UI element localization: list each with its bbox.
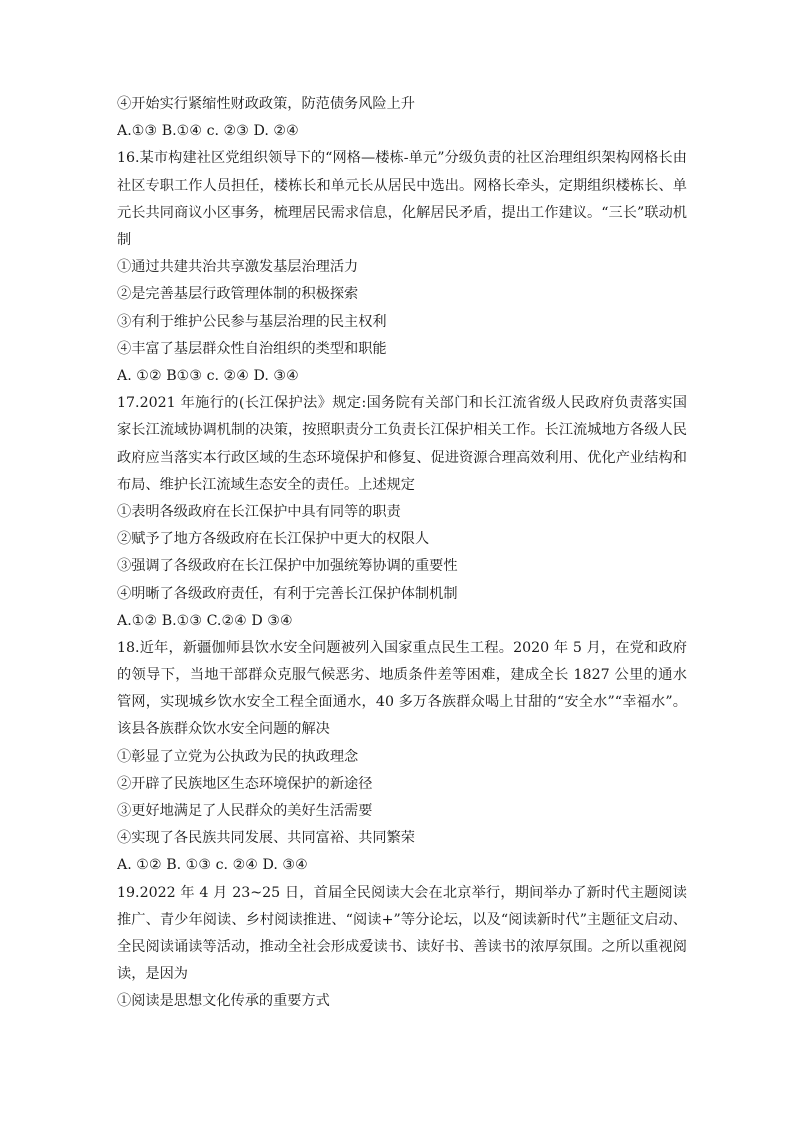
question-18-stem: 18.近年，新疆伽师县饮水安全问题被列入国家重点民生工程。2020 年 5 月，在党和政府的领导下，当地干部群众克服气候恶劣、地质条件差等困难，建成全长 1827 公里的通水管网，实现城乡饮水安全工程全面通水，40 多万各族群众喝上甘甜的“安全水”“幸福水”。该县各族群众饮水安全问题的解决 [117,639,687,738]
question-17-stem: 17.2021 年施行的(长江保护法》规定:国务院有关部门和长江流省级人民政府负责落实国家长江流域协调机制的决策，按照职责分工负责长江保护相关工作。长江流城地方各级人民政府应当落实本行政区域的生态环境保护和修复、促进资源合理高效利用、优化产业结构和布局、维护长江流域生态安全的责任。上述规定 [117,395,687,493]
option-line: ④开始实行紧缩性财政政策，防范债务风险上升 [117,96,415,112]
option-line: ④明晰了各级政府责任，有利于完善长江保护体制机制 [117,585,458,602]
option-line: ①阅读是思想文化传承的重要方式 [117,993,330,1010]
answer-choices: A. ①② B. ①③ c. ②④ D. ③④ [117,857,308,874]
option-line: ②赋予了地方各级政府在长江保护中更大的权限人 [117,531,430,548]
question-16-stem: 16.某市构建社区党组织领导下的“网格—楼栋-单元”分级负责的社区治理组织架构网格长由社区专职工作人员担任，楼栋长和单元长从居民中选出。网格长牵头，定期组织楼栋长、单元长共同商议小区事务，梳理居民需求信息，化解居民矛盾，提出工作建议。“三长”联动机制 [117,150,687,248]
option-line: ②开辟了民族地区生态环境保护的新途径 [117,775,373,792]
answer-choices: A.①② B.①③ C.②④ D ③④ [117,612,293,629]
question-19-stem: 19.2022 年 4 月 23~25 日，首届全民阅读大会在北京举行，期间举办了新时代主题阅读推广、青少年阅读、乡村阅读推进、“阅读+”等分论坛，以及“阅读新时代”主题征文启动、全民阅读诵读等活动，推动全社会形成爱读书、读好书、善读书的浓厚氛围。之所以重视阅读，是因为 [117,884,687,983]
option-line: ①表明各级政府在长江保护中具有同等的职责 [117,503,401,520]
option-line: ③有利于维护公民参与基层治理的民主权利 [117,313,387,330]
option-line: ④实现了各民族共同发展、共同富裕、共同繁荣 [117,830,415,847]
option-line: ①彰显了立党为公执政为民的执政理念 [117,748,359,765]
option-line: ③更好地满足了人民群众的美好生活需要 [117,803,373,820]
exam-page [117,91,687,1016]
option-line: ②是完善基层行政管理体制的积极探索 [117,286,359,303]
answer-choices: A. ①② B①③ c. ②④ D. ③④ [117,367,299,384]
answer-choices: A.①③ B.①④ c. ②③ D. ②④ [117,123,299,140]
option-line: ①通过共建共治共享激发基层治理活力 [117,259,359,276]
option-line: ④丰富了基层群众性自治组织的类型和职能 [117,340,387,357]
option-line: ③强调了各级政府在长江保护中加强统筹协调的重要性 [117,558,458,575]
